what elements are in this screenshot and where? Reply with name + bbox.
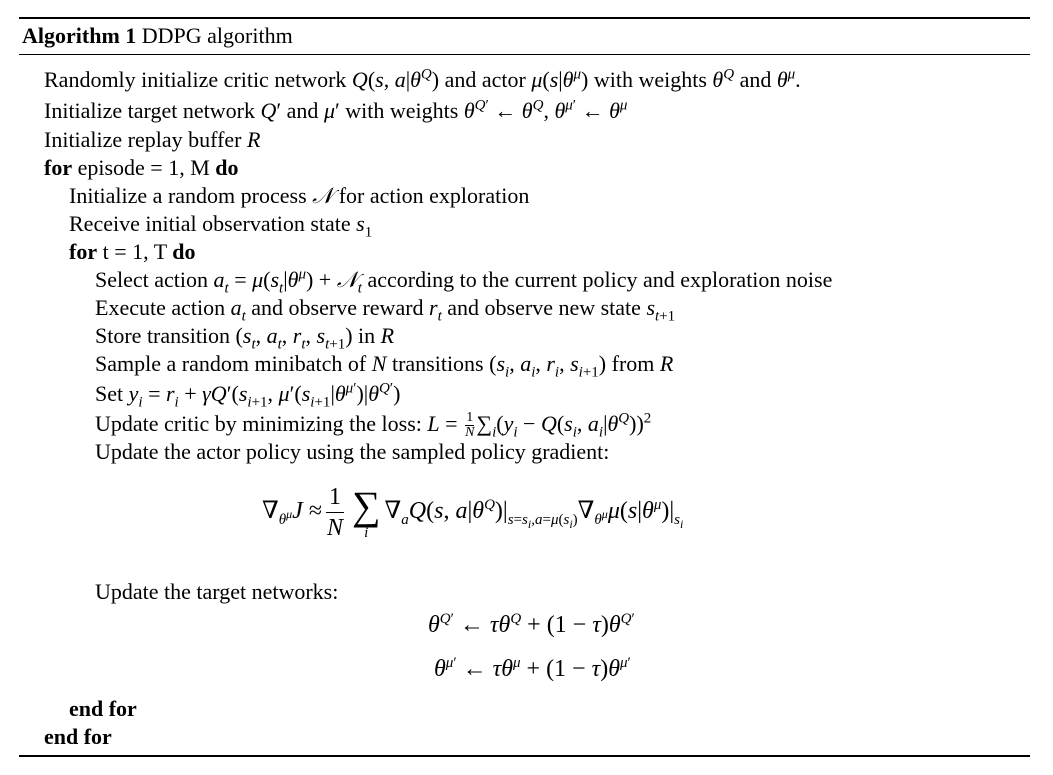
line-set-target: Set $y_i = r_i + \gamma Q'(s_{i+1}$, $\mu'(s_{i+1}|\theta^{\mu'})|\theta^{Q'}$) [95, 380, 401, 411]
policy-gradient-equation: $\nabla_{\theta^\mu}J$ ≈ $\frac{1}{N}$ ∑ i $\nabla_aQ(s$, $a|\theta^Q)|_{s=s_i,a=\mu(s_i)}\nabla_{\theta^\mu}\mu(s|\theta^\mu)|_{s_i}$ [262, 482, 684, 541]
algorithm-label: Algorithm 1 [22, 23, 137, 48]
line-select-action: Select action $a_t = \mu(s_t|\theta^\mu)$ + 𝒩$_t$ according to the current policy and exploration noise [95, 266, 833, 297]
line-init-critic: Randomly initialize critic network Q(s, $a|\theta^Q$) and actor $\mu(s|\theta^\mu)$ with weights $\theta^Q$ and $\theta^\mu$. [44, 66, 801, 92]
top-rule [19, 17, 1030, 19]
line-init-random-process: Initialize a random process 𝒩 for action exploration [69, 183, 530, 209]
line-for-episode: for episode = 1, M do [44, 155, 239, 180]
bottom-rule [19, 755, 1030, 757]
algorithm-name: DDPG algorithm [141, 23, 293, 48]
line-execute-action: Execute action $a_t$ and observe reward $r_t$ and observe new state $s_{t+1}$ [95, 295, 676, 325]
line-update-target: Update the target networks: [95, 579, 339, 604]
line-init-target: Initialize target network Q′ and μ′ with weights $\theta^{Q'}$ ← $\theta^Q$, $\theta^{\mu'}$ ← $\theta^\mu$ [44, 97, 628, 123]
target-update-q-equation: $\theta^{Q'}$ ← $\tau\theta^Q + (1 - \tau)\theta^{Q'}$ [428, 611, 635, 638]
target-update-mu-equation: $\theta^{\mu'}$ ← $\tau\theta^\mu + (1 - \tau)\theta^{\mu'}$ [434, 655, 631, 682]
line-sample-minibatch: Sample a random minibatch of N transitions ($s_i$, $a_i$, $r_i$, $s_{i+1}$) from R [95, 351, 674, 381]
line-end-for-outer: end for [44, 724, 112, 749]
algorithm-header [22, 22, 293, 50]
line-for-t: for t = 1, T do [69, 239, 196, 264]
header-rule [19, 54, 1030, 55]
line-init-replay: Initialize replay buffer R [44, 127, 261, 152]
line-store-transition: Store transition ($s_t$, $a_t$, $r_t$, $s_{t+1}$) in R [95, 323, 395, 353]
line-receive-state: Receive initial observation state $s_1$ [69, 211, 373, 241]
line-end-for-inner: end for [69, 696, 137, 721]
line-update-critic: Update critic by minimizing the loss: L = $\frac{1}{N}$ $\sum_i(y_i - Q(s_i$, $a_i|\theta^Q))^2$ [95, 410, 652, 441]
line-update-actor: Update the actor policy using the sampled policy gradient: [95, 439, 610, 464]
